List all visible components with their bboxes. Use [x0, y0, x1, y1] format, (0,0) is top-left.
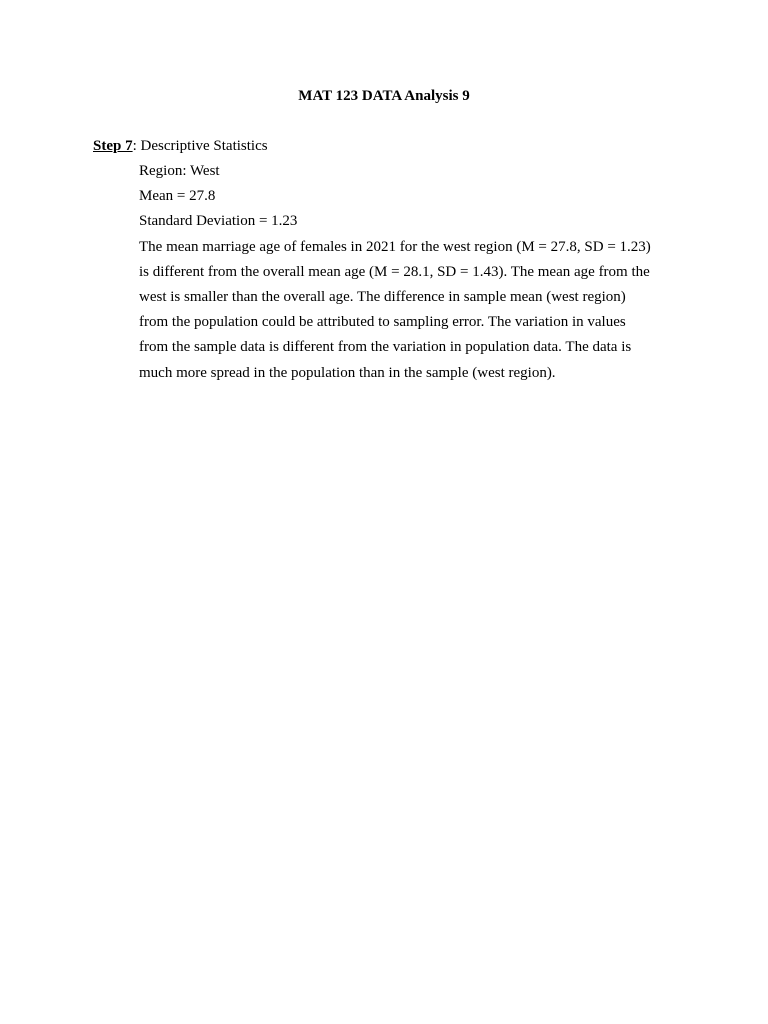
paragraph-line: is different from the overall mean age (M = 28.1, SD = 1.43). The mean age from the: [139, 263, 650, 280]
region-line: Region: West: [139, 163, 220, 179]
standard-deviation-line: Standard Deviation = 1.23: [139, 213, 298, 230]
step-label: Step 7: [93, 138, 133, 154]
paragraph-line: west is smaller than the overall age. The difference in sample mean (west region): [139, 288, 626, 305]
paragraph-line: from the sample data is different from the variation in population data. The data is: [139, 339, 632, 356]
paragraph-line: from the population could be attributed to sampling error. The variation in values: [139, 314, 626, 331]
interpretation-paragraph: [139, 237, 679, 388]
paragraph-line: much more spread in the population than in the sample (west region).: [139, 364, 556, 381]
step-heading: [93, 136, 268, 156]
step-title: Descriptive Statistics: [140, 138, 268, 154]
mean-line: Mean = 27.8: [139, 188, 216, 205]
document-title: MAT 123 DATA Analysis 9: [298, 88, 470, 104]
paragraph-line: The mean marriage age of females in 2021 for the west region (M = 27.8, SD = 1.23): [139, 238, 651, 255]
step-content: [139, 161, 679, 388]
step-separator: :: [132, 138, 141, 154]
